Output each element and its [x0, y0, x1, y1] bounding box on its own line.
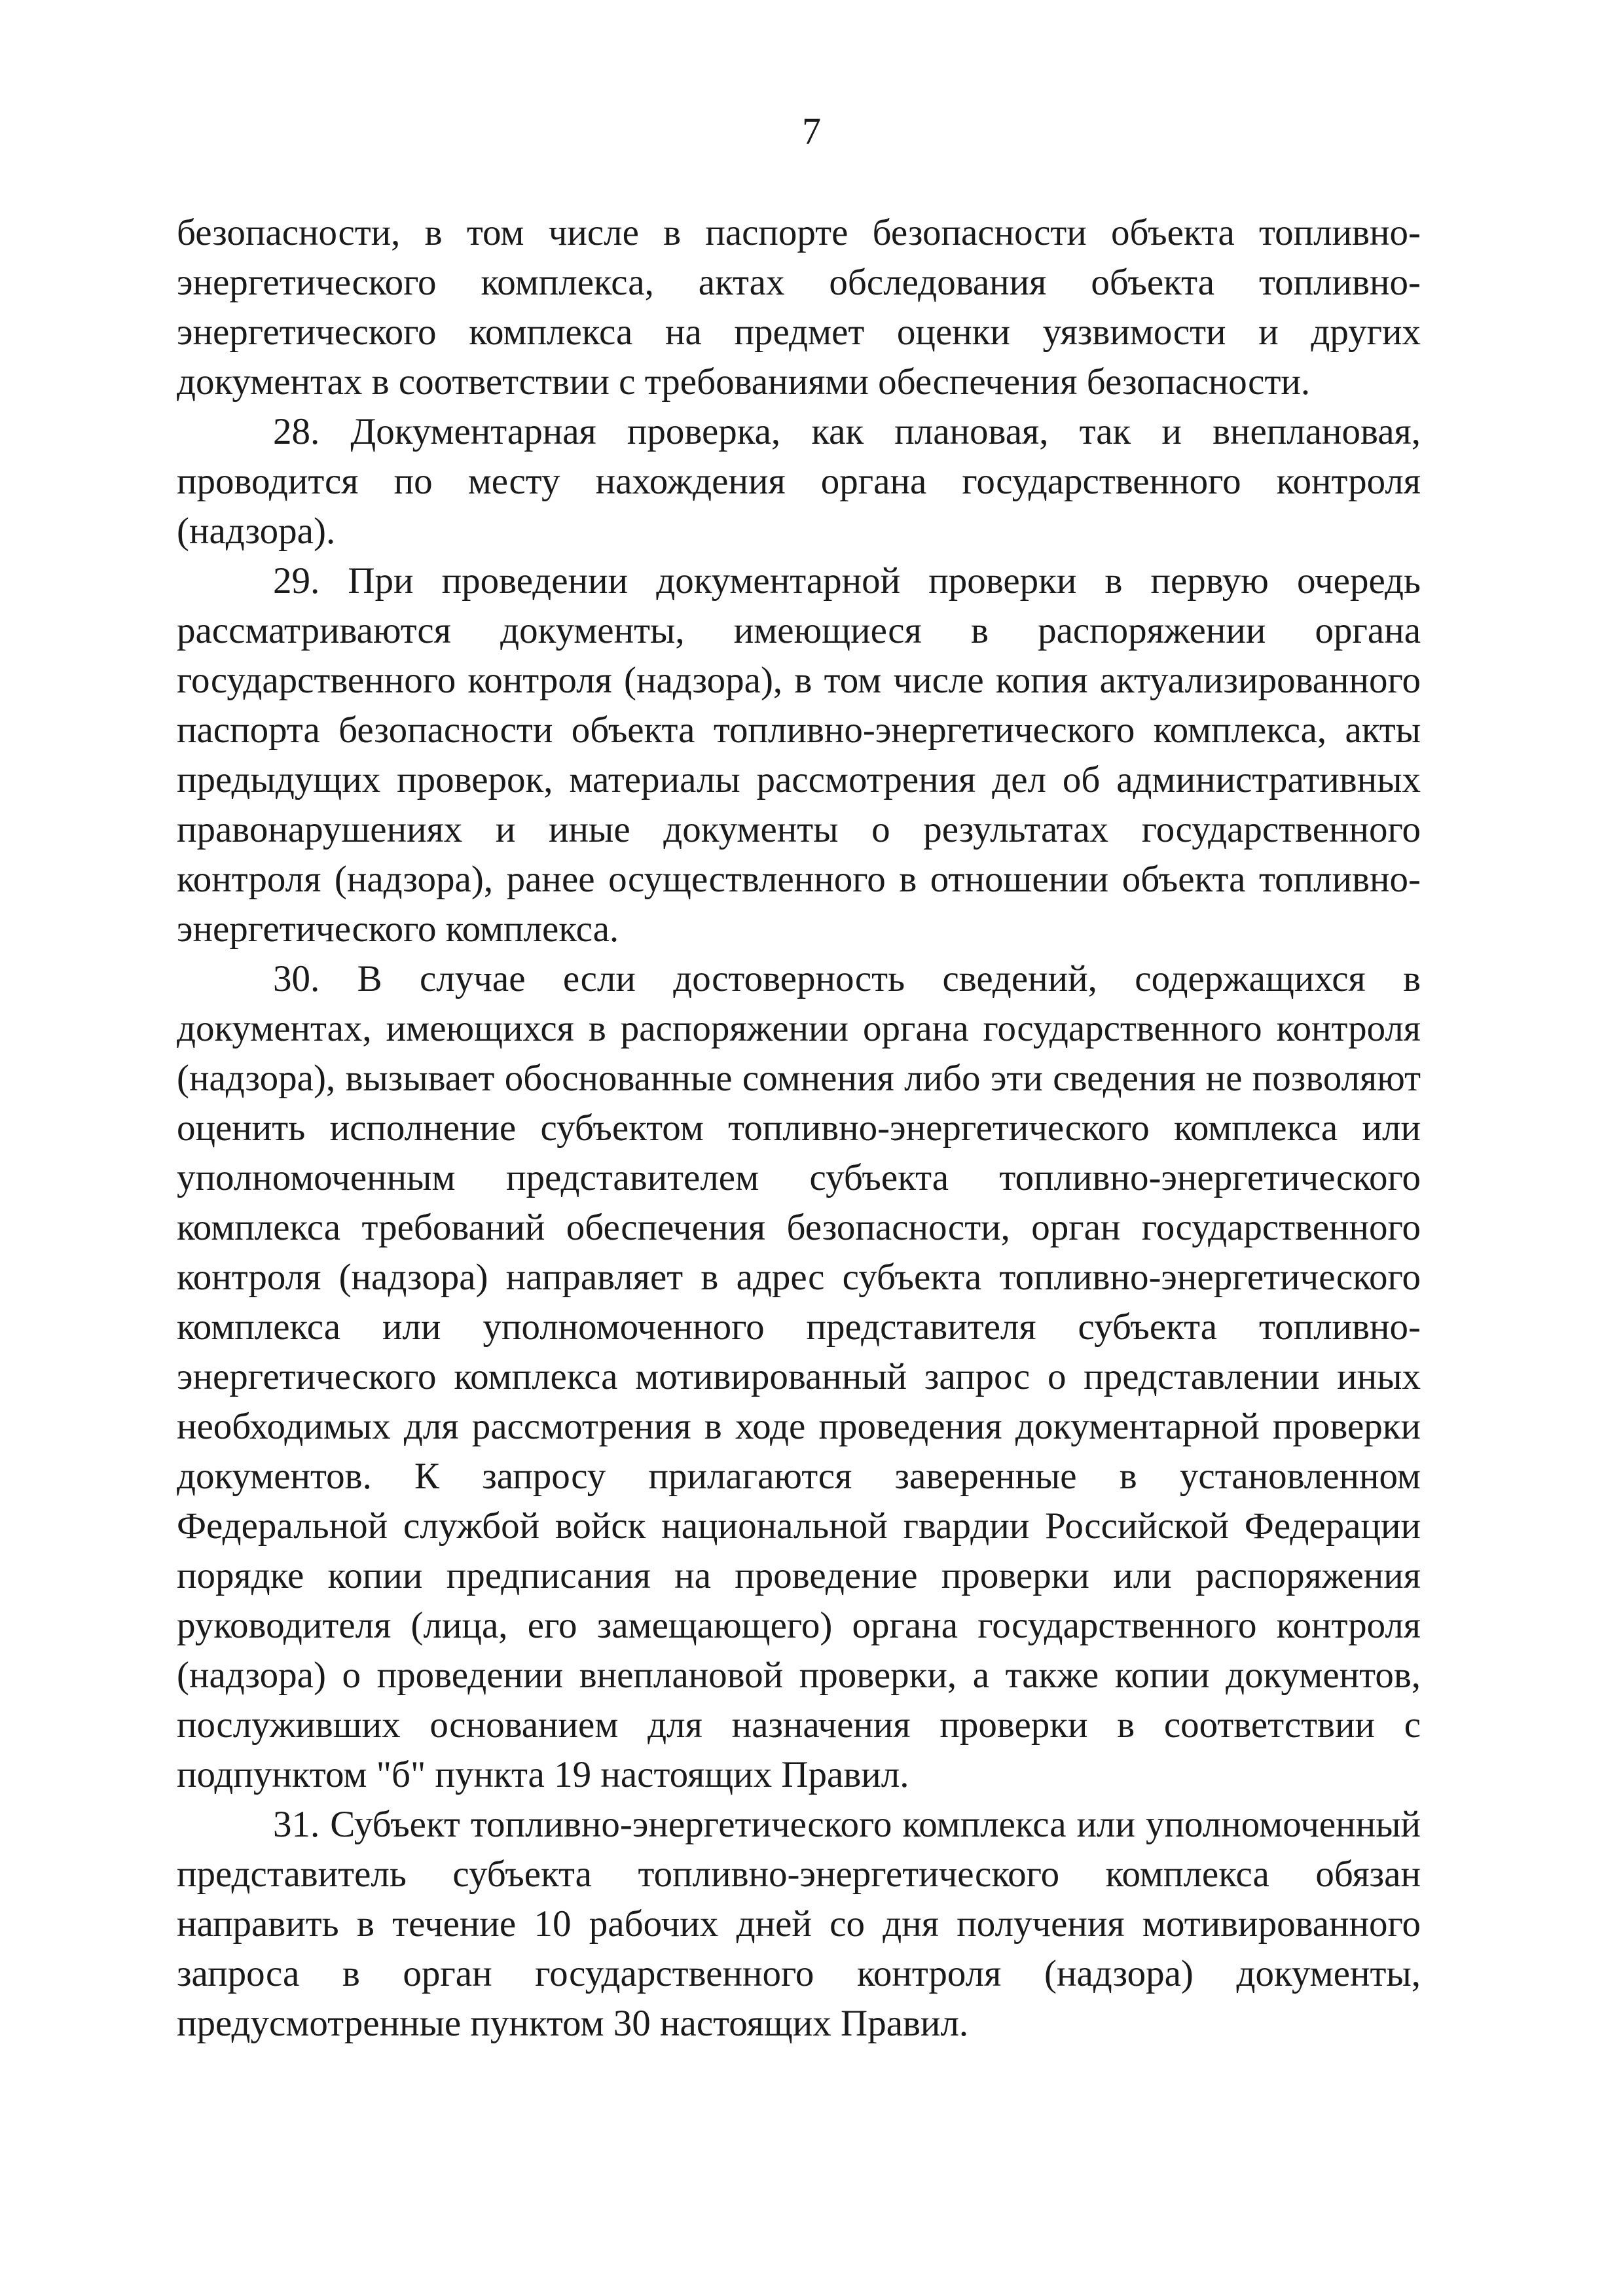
paragraph-30: 30. В случае если достоверность сведений, содержащихся в документах, имеющихся в распоряжении органа государственного контроля (надзора), вызывает обоснованные сомнения либо эти сведения не позволяют оценить исполнение субъектом топливно-энергетического комплекса или уполномоченным представителем субъекта топливно-энергетического комплекса требований обеспечения безопасности, орган государственного контроля (надзора) направляет в адрес субъекта топливно-энергетического комплекса или уполномоченного представителя субъекта топливно-энергетического комплекса мотивированный запрос о представлении иных необходимых для рассмотрения в ходе проведения документарной проверки документов. К запросу прилагаются заверенные в установленном Федеральной службой войск национальной гвардии Российской Федерации порядке копии предписания на проведение проверки или распоряжения руководителя (лица, его замещающего) органа государственного контроля (надзора) о проведении внеплановой проверки, а также копии документов, послуживших основанием для назначения проверки в соответствии с подпунктом "б" пункта 19 настоящих Правил.	[177, 958, 1421, 1795]
document-body	[177, 208, 1421, 2049]
paragraph-continuation: безопасности, в том числе в паспорте безопасности объекта топливно-энергетического комплекса, актах обследования объекта топливно-энергетического комплекса на предмет оценки уязвимости и других документах в соответствии с требованиями обеспечения безопасности.	[177, 212, 1421, 403]
paragraph-29: 29. При проведении документарной проверки в первую очередь рассматриваются документы, имеющиеся в распоряжении органа государственного контроля (надзора), в том числе копия актуализированного паспорта безопасности объекта топливно-энергетического комплекса, акты предыдущих проверок, материалы рассмотрения дел об административных правонарушениях и иные документы о результатах государственного контроля (надзора), ранее осуществленного в отношении объекта топливно-энергетического комплекса.	[177, 560, 1421, 950]
paragraph-28: 28. Документарная проверка, как плановая, так и внеплановая, проводится по месту нахождения органа государственного контроля (надзора).	[177, 411, 1421, 552]
page-number: 7	[802, 110, 821, 152]
paragraph-31: 31. Субъект топливно-энергетического комплекса или уполномоченный представитель субъекта топливно-энергетического комплекса обязан направить в течение 10 рабочих дней со дня получения мотивированного запроса в орган государственного контроля (надзора) документы, предусмотренные пунктом 30 настоящих Правил.	[177, 1804, 1421, 2044]
